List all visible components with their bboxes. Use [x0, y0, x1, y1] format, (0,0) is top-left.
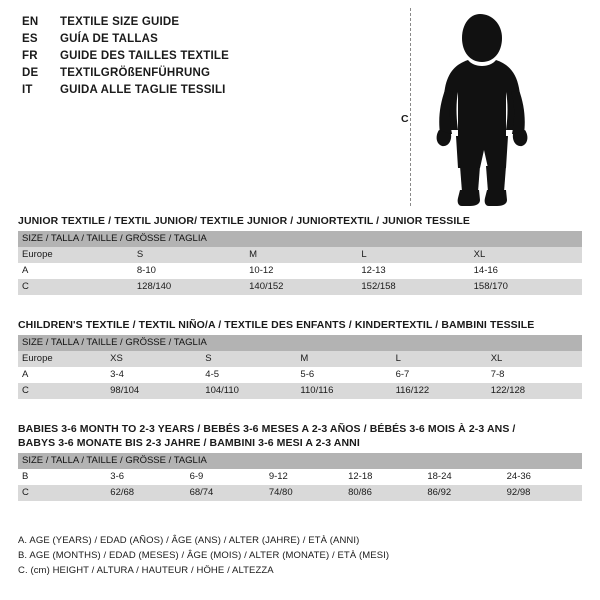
section-junior [18, 214, 582, 295]
cell: B [18, 469, 106, 485]
cell: 12-13 [357, 263, 469, 279]
cell: 24-36 [503, 469, 582, 485]
cell: 3-6 [106, 469, 185, 485]
cell: 6-9 [186, 469, 265, 485]
cell: 110/116 [296, 383, 391, 399]
cell: 92/98 [503, 485, 582, 501]
cell: 152/158 [357, 279, 469, 295]
section-title [18, 318, 582, 332]
cell: L [357, 247, 469, 263]
language-title: GUÍA DE TALLAS [60, 33, 158, 45]
section-title-line2: BABYS 3-6 MONATE BIS 2-3 JAHRE / BAMBINI 3-6 MESI A 2-3 ANNI [18, 437, 360, 449]
table-header-row [18, 231, 582, 247]
child-silhouette-icon [432, 10, 582, 208]
cell: A [18, 263, 133, 279]
cell: S [133, 247, 245, 263]
cell: A [18, 367, 106, 383]
cell: 116/122 [392, 383, 487, 399]
table-header-row [18, 453, 582, 469]
language-code: ES [22, 33, 38, 45]
cell: S [201, 351, 296, 367]
language-title: TEXTILE SIZE GUIDE [60, 16, 180, 28]
cell: 6-7 [392, 367, 487, 383]
language-title: GUIDE DES TAILLES TEXTILE [60, 50, 229, 62]
cell: 140/152 [245, 279, 357, 295]
measurement-figure [394, 8, 584, 208]
language-code: DE [22, 67, 39, 79]
cell: M [245, 247, 357, 263]
cell: 14-16 [470, 263, 582, 279]
cell: 98/104 [106, 383, 201, 399]
table-row [18, 383, 582, 399]
table-header-label: SIZE / TALLA / TAILLE / GRÖSSE / TAGLIA [18, 335, 582, 351]
table-header-row [18, 335, 582, 351]
cell: 122/128 [487, 383, 582, 399]
cell: 80/86 [344, 485, 423, 501]
language-code: IT [22, 84, 33, 96]
cell: 12-18 [344, 469, 423, 485]
legend-block [18, 533, 582, 578]
cell: XL [470, 247, 582, 263]
children-size-table [18, 335, 582, 399]
cell: XS [106, 351, 201, 367]
cell: Europe [18, 351, 106, 367]
cell: L [392, 351, 487, 367]
cell: 7-8 [487, 367, 582, 383]
language-row [22, 65, 352, 82]
cell: Europe [18, 247, 133, 263]
cell: C [18, 279, 133, 295]
legend-line-c: C. (cm) HEIGHT / ALTURA / HAUTEUR / HÖHE / ALTEZZA [18, 565, 274, 576]
cell: 104/110 [201, 383, 296, 399]
cell: 68/74 [186, 485, 265, 501]
table-row [18, 485, 582, 501]
babies-size-table [18, 453, 582, 501]
section-title-line1: BABIES 3-6 MONTH TO 2-3 YEARS / BEBÉS 3-6 MESES A 2-3 AÑOS / BÉBÉS 3-6 MOIS À 2-3 ANS / [18, 423, 516, 435]
cell: 158/170 [470, 279, 582, 295]
cell: 86/92 [423, 485, 502, 501]
table-row [18, 263, 582, 279]
table-header-label: SIZE / TALLA / TAILLE / GRÖSSE / TAGLIA [18, 453, 582, 469]
height-measure-line [410, 8, 411, 206]
section-babies [18, 422, 582, 501]
table-row [18, 247, 582, 263]
language-title: TEXTILGRÖßENFÜHRUNG [60, 67, 211, 79]
language-row [22, 82, 352, 99]
cell: 8-10 [133, 263, 245, 279]
cell: 9-12 [265, 469, 344, 485]
section-children [18, 318, 582, 399]
section-title-line1: CHILDREN'S TEXTILE / TEXTIL NIÑO/A / TEXTILE DES ENFANTS / KINDERTEXTIL / BAMBINI TESSILE [18, 319, 535, 331]
cell: 62/68 [106, 485, 185, 501]
section-title [18, 214, 582, 228]
cell: C [18, 383, 106, 399]
table-row [18, 351, 582, 367]
cell: 74/80 [265, 485, 344, 501]
language-row [22, 31, 352, 48]
cell: 18-24 [423, 469, 502, 485]
language-row [22, 48, 352, 65]
cell: 4-5 [201, 367, 296, 383]
junior-size-table [18, 231, 582, 295]
table-header-label: SIZE / TALLA / TAILLE / GRÖSSE / TAGLIA [18, 231, 582, 247]
table-row [18, 279, 582, 295]
table-row [18, 367, 582, 383]
cell: M [296, 351, 391, 367]
section-title-line1: JUNIOR TEXTILE / TEXTIL JUNIOR/ TEXTILE JUNIOR / JUNIORTEXTIL / JUNIOR TESSILE [18, 215, 470, 227]
language-title-block [22, 14, 352, 99]
language-code: EN [22, 16, 39, 28]
language-row [22, 14, 352, 31]
legend-line-b: B. AGE (MONTHS) / EDAD (MESES) / ÂGE (MOIS) / ALTER (MONATE) / ETÀ (MESI) [18, 550, 390, 561]
cell: 3-4 [106, 367, 201, 383]
cell: 5-6 [296, 367, 391, 383]
cell: C [18, 485, 106, 501]
table-row [18, 469, 582, 485]
language-code: FR [22, 50, 38, 62]
measure-label-c: C [401, 113, 409, 125]
cell: 10-12 [245, 263, 357, 279]
cell: XL [487, 351, 582, 367]
legend-line-a: A. AGE (YEARS) / EDAD (AÑOS) / ÂGE (ANS) / ALTER (JAHRE) / ETÀ (ANNI) [18, 535, 360, 546]
cell: 128/140 [133, 279, 245, 295]
section-title [18, 422, 582, 450]
language-title: GUIDA ALLE TAGLIE TESSILI [60, 84, 226, 96]
